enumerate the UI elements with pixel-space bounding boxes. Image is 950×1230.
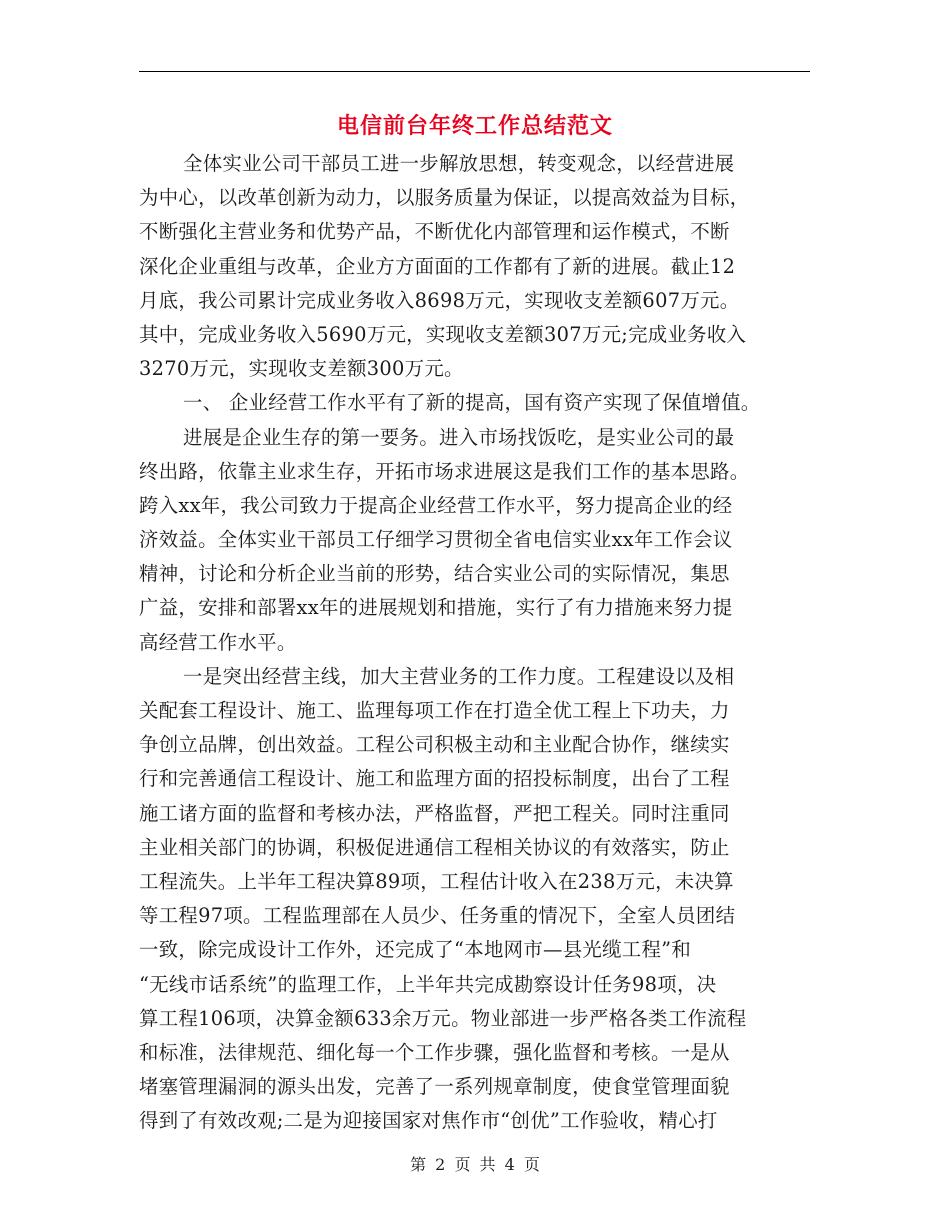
text-line: 不断强化主营业务和优势产品，不断优化内部管理和运作模式，不断 bbox=[139, 220, 730, 244]
text-line: 月底，我公司累计完成业务收入8698万元，实现收支差额607万元。 bbox=[139, 288, 740, 312]
page-footer: 第 2 页 共 4 页 bbox=[410, 1155, 540, 1174]
text-line: 算工程106项，决算金额633余万元。物业部进一步严格各类工作流程 bbox=[139, 1006, 747, 1030]
text-line: 其中，完成业务收入5690万元，实现收支差额307万元;完成业务收入 bbox=[139, 322, 747, 346]
text-line: 主业相关部门的协调，积极促进通信工程相关协议的有效落实，防止 bbox=[139, 835, 730, 859]
text-line: 关配套工程设计、施工、监理每项工作在打造全优工程上下功夫，力 bbox=[139, 699, 730, 722]
document-title: 电信前台年终工作总结范文 bbox=[336, 113, 613, 139]
text-line: 全体实业公司干部员工进一步解放思想，转变观念，以经营进展 bbox=[183, 152, 735, 175]
text-line: 一是突出经营主线，加大主营业务的工作力度。工程建设以及相 bbox=[183, 664, 735, 688]
text-line: 一致，除完成设计工作外，还完成了“本地网市—县光缆工程”和 bbox=[139, 938, 692, 962]
text-line: 跨入xx年，我公司致力于提高企业经营工作水平，努力提高企业的经 bbox=[139, 493, 733, 517]
text-line: 得到了有效改观;二是为迎接国家对焦作市“创优”工作验收，精心打 bbox=[139, 1109, 718, 1133]
section-heading: 一、 企业经营工作水平有了新的提高，国有资产实现了保值增值。 bbox=[183, 391, 761, 415]
text-line: 济效益。全体实业干部员工仔细学习贯彻全省电信实业xx年工作会议 bbox=[139, 528, 733, 552]
text-line: 行和完善通信工程设计、施工和监理方面的招投标制度，出台了工程 bbox=[139, 767, 730, 791]
text-line: 争创立品牌，创出效益。工程公司积极主动和主业配合协作，继续实 bbox=[139, 733, 730, 757]
text-line: “无线市话系统”的监理工作，上半年共完成勘察设计任务98项，决 bbox=[139, 972, 717, 996]
text-line: 施工诸方面的监督和考核办法，严格监督，严把工程关。同时注重同 bbox=[139, 801, 730, 825]
text-line: 精神，讨论和分析企业当前的形势，结合实业公司的实际情况，集思 bbox=[139, 562, 730, 586]
text-line: 工程流失。上半年工程决算89项，工程估计收入在238万元，未决算 bbox=[139, 869, 734, 893]
text-line: 等工程97项。工程监理部在人员少、任务重的情况下，全室人员团结 bbox=[139, 904, 736, 928]
text-line: 和标准，法律规范、细化每一个工作步骤，强化监督和考核。一是从 bbox=[139, 1040, 730, 1064]
text-line: 堵塞管理漏洞的源头出发，完善了一系列规章制度，使食堂管理面貌 bbox=[139, 1075, 730, 1099]
text-line: 进展是企业生存的第一要务。进入市场找饭吃，是实业公司的最 bbox=[183, 425, 735, 449]
text-line: 3270万元，实现收支差额300万元。 bbox=[139, 357, 464, 381]
text-line: 广益，安排和部署xx年的进展规划和措施，实行了有力措施来努力提 bbox=[139, 596, 733, 620]
text-line: 深化企业重组与改革，企业方方面面的工作都有了新的进展。截止12 bbox=[139, 254, 736, 278]
text-line: 高经营工作水平。 bbox=[139, 630, 297, 654]
text-line: 为中心，以改革创新为动力，以服务质量为保证，以提高效益为目标， bbox=[139, 186, 750, 210]
text-line: 终出路，依靠主业求生存，开拓市场求进展这是我们工作的基本思路。 bbox=[139, 459, 750, 483]
header-rule bbox=[139, 71, 810, 72]
document-body bbox=[139, 147, 829, 1138]
